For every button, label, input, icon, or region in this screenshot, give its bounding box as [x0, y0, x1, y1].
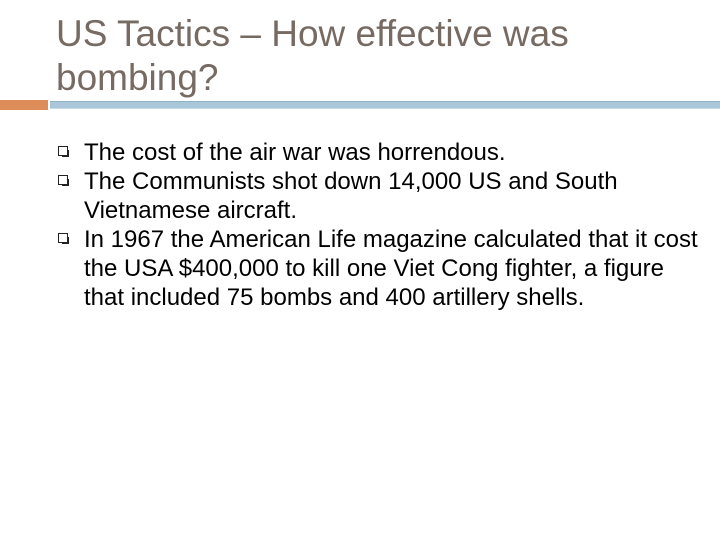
- bullet-item: [58, 225, 698, 312]
- bullet-text: The Communists shot down 14,000 US and South Vietnamese aircraft.: [84, 168, 618, 224]
- hollow-square-bullet-icon: [58, 146, 68, 156]
- bullet-text: The cost of the air war was horrendous.: [84, 139, 506, 166]
- bullet-item: [58, 138, 698, 167]
- title-accent-block: [0, 100, 48, 110]
- hollow-square-bullet-icon: [58, 233, 68, 243]
- bullet-item: [58, 167, 698, 225]
- title-divider: [50, 101, 720, 109]
- hollow-square-bullet-icon: [58, 175, 68, 185]
- bullet-list: [58, 138, 698, 312]
- slide-title: US Tactics – How effective was bombing?: [56, 13, 569, 98]
- bullet-text: In 1967 the American Life magazine calculated that it cost the USA $400,000 to kill one Viet Cong fighter, a figure that included 75 bombs and 400 artillery shells.: [84, 226, 698, 311]
